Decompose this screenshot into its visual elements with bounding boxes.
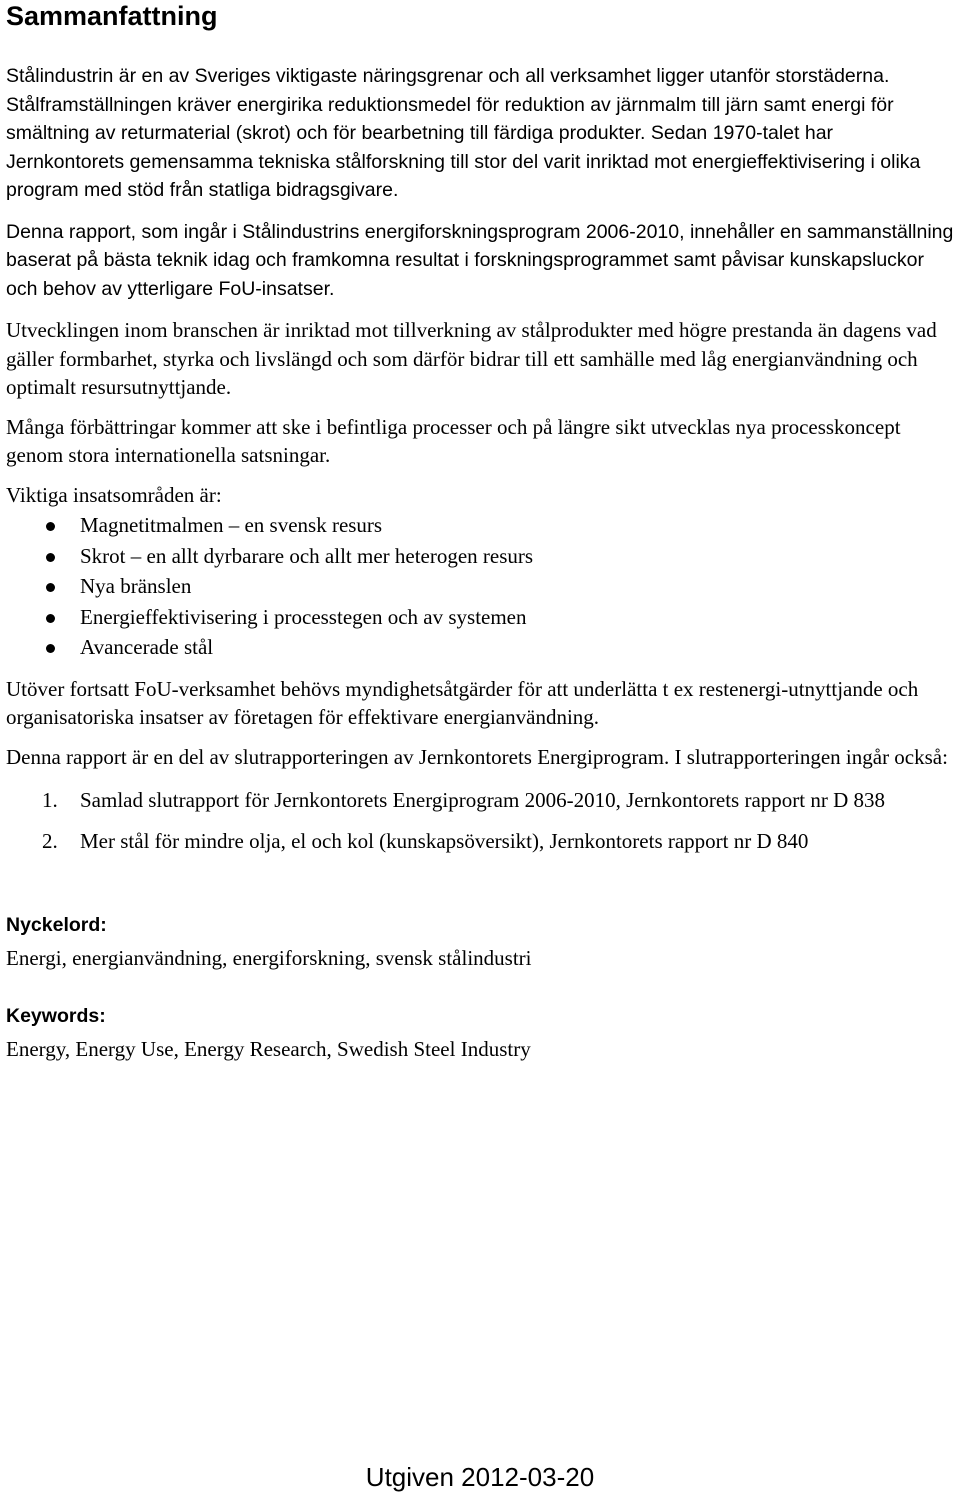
list-item: Nya bränslen <box>6 571 956 602</box>
list-item: Avancerade stål <box>6 632 956 663</box>
bullet-icon <box>46 614 55 623</box>
focus-areas-intro: Viktiga insatsområden är: <box>6 482 222 507</box>
list-number: 1. <box>42 788 58 812</box>
nyckelord-text: Energi, energianvändning, energiforskning, svensk stålindustri <box>6 946 532 970</box>
development-paragraph: Utvecklingen inom branschen är inriktad mot tillverkning av stålprodukter med högre prestanda än dagens vad gäller formbarhet, styrka och livslängd och som därför bidrar till ett samhälle med låg energianvändning och optimalt resursutnyttjande. <box>6 318 937 399</box>
bullet-icon <box>46 644 55 653</box>
list-item: Skrot – en allt dyrbarare och allt mer heterogen resurs <box>6 541 956 572</box>
page <box>6 0 956 1063</box>
report-paragraph: Denna rapport, som ingår i Stålindustrins energiforskningsprogram 2006-2010, innehåller en sammanställning baserat på bästa teknik idag och framkomna resultat i forskningsprogrammet samt påvisar kunskapsluckor och behov av ytterligare FoU-insatser. <box>6 220 954 300</box>
list-number: 2. <box>42 829 58 853</box>
publication-date: Utgiven 2012-03-20 <box>365 1462 595 1492</box>
focus-areas-list <box>6 510 956 663</box>
bullet-icon <box>46 522 55 531</box>
list-item: Magnetitmalmen – en svensk resurs <box>6 510 956 541</box>
related-reports-list <box>6 785 956 856</box>
page-title: Sammanfattning <box>6 1 218 31</box>
intro-paragraph-part-1: Stålindustrin är en av Sveriges viktigaste näringsgrenar och all verksamhet ligger utanför storstäderna. Stålframställningen kräver energirika reduktionsmedel för reduktion av järnmalm till järn samt energi för smältning av returmaterial (skrot) och för bearbetning till färdiga produkter. <box>6 65 894 144</box>
bullet-icon <box>46 583 55 592</box>
final-report-paragraph: Denna rapport är en del av slutrapporteringen av Jernkontorets Energiprogram. I slutrapporteringen ingår också: <box>6 744 948 769</box>
bullet-icon <box>46 553 55 562</box>
keywords-heading: Keywords: <box>6 1004 106 1027</box>
measures-paragraph: Utöver fortsatt FoU-verksamhet behövs myndighetsåtgärder för att underlätta t ex restenergi-utnyttjande och organisatoriska insatser av företagen för effektivare energianvändning. <box>6 676 919 729</box>
nyckelord-heading: Nyckelord: <box>6 914 107 936</box>
intro-paragraph-part-2: Sedan 1970-talet har Jernkontorets gemensamma tekniska stålforskning till stor del varit inriktad mot energieffektivisering i olika program med stöd från statliga bidragsgivare. <box>6 122 921 201</box>
list-item: 1. Samlad slutrapport för Jernkontorets Energiprogram 2006-2010, Jernkontorets rapport nr D 838 <box>6 785 956 815</box>
intro-paragraph <box>6 62 956 205</box>
improvements-paragraph: Många förbättringar kommer att ske i befintliga processer och på längre sikt utvecklas nya processkoncept genom stora internationella satsningar. <box>6 414 901 467</box>
keywords-text: Energy, Energy Use, Energy Research, Swedish Steel Industry <box>6 1036 531 1061</box>
list-item: 2. Mer stål för mindre olja, el och kol (kunskapsöversikt), Jernkontorets rapport nr D 840 <box>6 826 956 856</box>
list-item: Energieffektivisering i processtegen och av systemen <box>6 602 956 633</box>
